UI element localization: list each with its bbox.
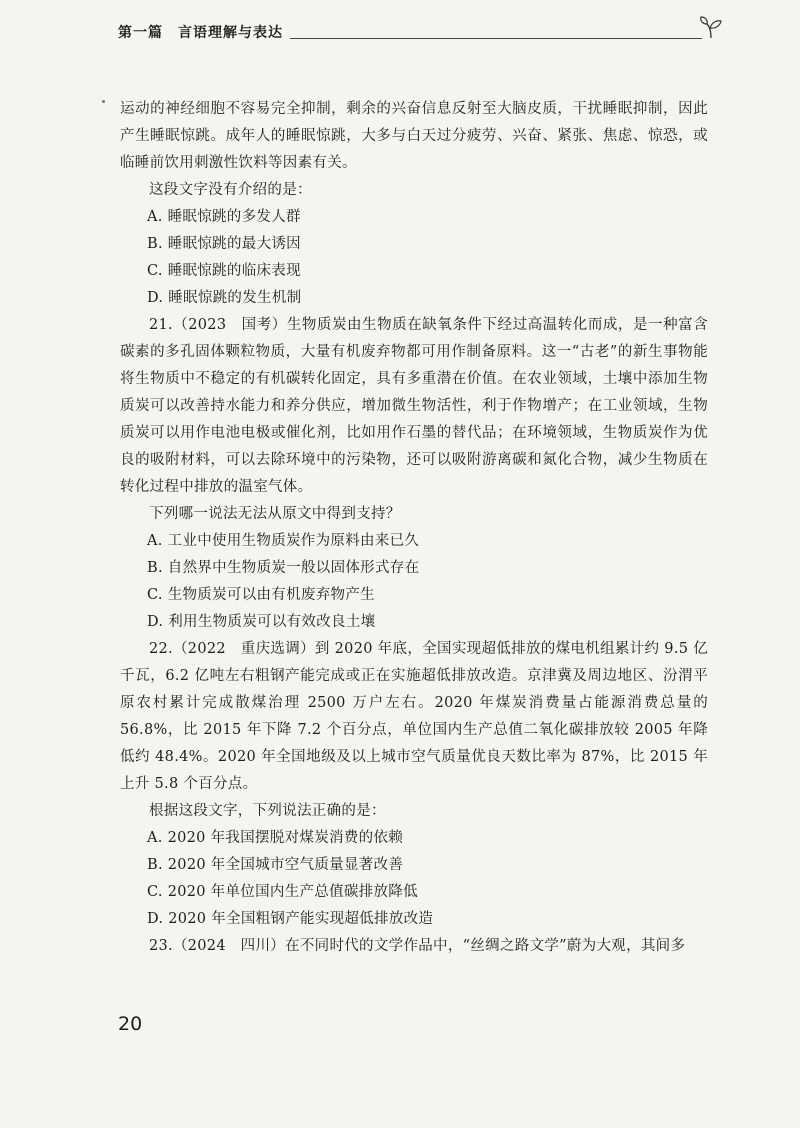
option-20-b: B. 睡眠惊跳的最大诱因	[147, 236, 301, 252]
question-21-passage: 21.（2023 国考）生物质炭由生物质在缺氧条件下经过高温转化而成，是一种富含碳素的多孔固体颗粒物质，大量有机废弃物都可用作制备原料。这一“古老”的新生事物能将生物质中不稳定的有机碳转化固定，具有多重潜在价值。在农业领域，土壤中添加生物质炭可以改善持水能力和养分供应，增加微生物活性，利于作物增产；在工业领域，生物质炭可以用作电池电极或催化剂，比如用作石墨的替代品；在环境领域，生物质炭作为优良的吸附材料，可以去除环境中的污染物，还可以吸附游离碳和氮化合物，减少生物质在转化过程中排放的温室气体。	[120, 317, 708, 495]
option-21-d: D. 利用生物质炭可以有效改良土壤	[147, 614, 376, 630]
header-title: 第一篇 言语理解与表达	[118, 25, 283, 41]
question-stem-21: 下列哪一说法无法从原文中得到支持？	[149, 506, 401, 522]
option-21-b: B. 自然界中生物质炭一般以固体形式存在	[147, 560, 420, 576]
question-22-passage: 22.（2022 重庆选调）到 2020 年底，全国实现超低排放的煤电机组累计约 9.5 亿千瓦，6.2 亿吨左右粗钢产能完成或正在实施超低排放改造。京津冀及周边地区、汾渭平原农村累计完成散煤治理 2500 万户左右。2020 年煤炭消费量占能源消费总量的 56.8%，比 2015 年下降 7.2 个百分点，单位国内生产总值二氧化碳排放较 2005 年降低约 48.4%。2020 年全国地级及以上城市空气质量优良天数比率为 87%，比 2015 年上升 5.8 个百分点。	[120, 641, 708, 792]
header-rule	[290, 38, 702, 39]
option-22-a: A. 2020 年我国摆脱对煤炭消费的依赖	[147, 830, 403, 846]
option-20-c: C. 睡眠惊跳的临床表现	[147, 263, 301, 279]
option-22-b: B. 2020 年全国城市空气质量显著改善	[147, 857, 404, 873]
sprout-leaf-icon	[698, 14, 724, 40]
page-number: 20	[118, 1013, 143, 1035]
option-21-a: A. 工业中使用生物质炭作为原料由来已久	[147, 533, 420, 549]
page-body	[120, 96, 708, 960]
question-stem-22: 根据这段文字，下列说法正确的是：	[149, 803, 386, 819]
margin-speck	[102, 100, 105, 103]
option-21-c: C. 生物质炭可以由有机废弃物产生	[147, 587, 375, 603]
running-header	[118, 14, 718, 44]
question-stem-20: 这段文字没有介绍的是：	[149, 182, 312, 198]
option-22-d: D. 2020 年全国粗钢产能实现超低排放改造	[147, 911, 434, 927]
continuation-paragraph: 运动的神经细胞不容易完全抑制，剩余的兴奋信息反射至大脑皮质，干扰睡眠抑制，因此产生睡眠惊跳。成年人的睡眠惊跳，大多与白天过分疲劳、兴奋、紧张、焦虑、惊恐，或临睡前饮用刺激性饮料等因素有关。	[120, 101, 708, 171]
option-22-c: C. 2020 年单位国内生产总值碳排放降低	[147, 884, 418, 900]
option-20-a: A. 睡眠惊跳的多发人群	[147, 209, 301, 225]
question-23-passage: 23.（2024 四川）在不同时代的文学作品中，“丝绸之路文学”蔚为大观，其间多	[149, 938, 686, 954]
option-20-d: D. 睡眠惊跳的发生机制	[147, 290, 302, 306]
